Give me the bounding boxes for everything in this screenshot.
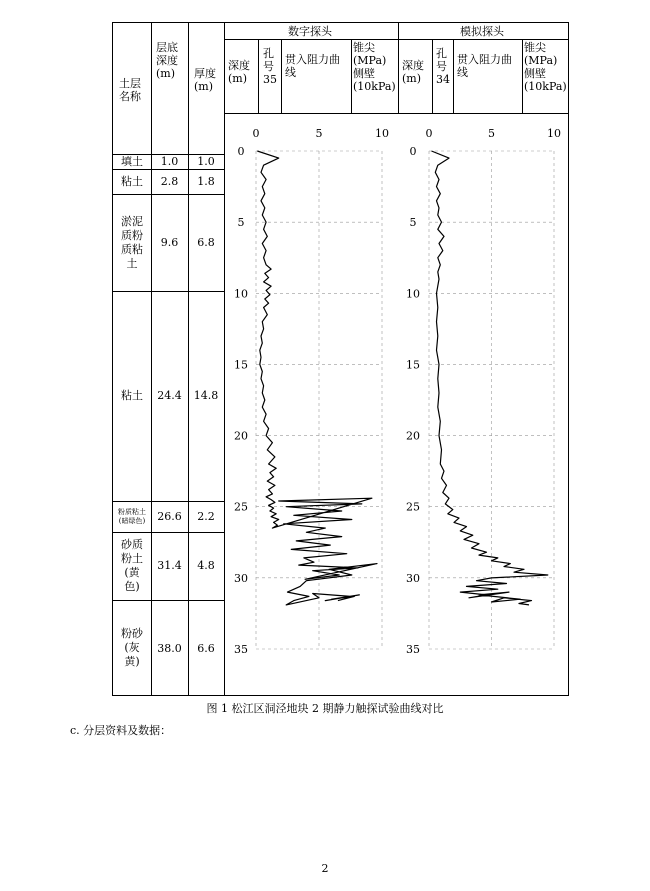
layer-bottom: 38.0 [157, 642, 182, 655]
layer-name: 粉砂 (灰 黄) [121, 627, 143, 668]
y-tick-label: 30 [406, 571, 420, 585]
bottom-depth-header: 层底 深度 (m) [156, 41, 178, 80]
resistance-curve-header: 贯入阻力曲 线 [285, 53, 340, 79]
layer-bottom: 9.6 [160, 236, 179, 249]
y-tick-label: 0 [237, 145, 245, 158]
cpt-curves-plot [113, 23, 570, 697]
cone-side-header: 锥尖 (MPa) 侧壁 (10kPa) [524, 41, 567, 93]
y-tick-label: 20 [406, 429, 420, 443]
resistance-curve [257, 151, 377, 605]
y-tick-label: 25 [406, 500, 420, 514]
x-tick-label: 0 [252, 127, 260, 140]
x-tick-label: 0 [425, 127, 433, 140]
y-tick-label: 30 [234, 571, 248, 585]
layer-thickness: 6.8 [197, 236, 215, 249]
layer-thickness: 1.8 [197, 175, 215, 188]
resistance-curve-header: 贯入阻力曲 线 [457, 53, 512, 79]
section-heading: c. 分层资料及数据： [70, 724, 172, 737]
page-number: 2 [321, 862, 329, 875]
layer-thickness: 1.0 [197, 155, 215, 168]
x-tick-label: 5 [488, 127, 495, 140]
y-tick-label: 20 [234, 429, 248, 443]
layer-thickness: 2.2 [197, 510, 215, 523]
x-tick-label: 10 [375, 127, 389, 140]
layer-name: 砂质 粉土 (黄 色) [121, 538, 143, 593]
y-tick-label: 10 [234, 287, 248, 301]
figure-caption: 图 1 松江区洞泾地块 2 期静力触探试验曲线对比 [206, 702, 444, 715]
layer-name: 粉质粘土 (暗绿色) [118, 508, 146, 525]
layer-name-header: 土层 名称 [119, 77, 141, 103]
y-tick-label: 35 [406, 643, 420, 656]
layer-name: 淤泥 质粉 质粘 土 [121, 215, 143, 270]
layer-bottom: 1.0 [160, 155, 179, 168]
layer-name: 粘土 [121, 389, 143, 402]
x-tick-label: 10 [547, 127, 561, 140]
x-tick-label: 5 [315, 127, 323, 140]
hole-number-header: 孔 号 35 [263, 47, 277, 86]
thickness-header: 厚度 (m) [194, 67, 216, 93]
cone-side-header: 锥尖 (MPa) 侧壁 (10kPa) [353, 41, 396, 93]
y-tick-label: 15 [406, 358, 420, 372]
layer-bottom: 2.8 [160, 175, 179, 188]
layer-thickness: 4.8 [197, 559, 215, 572]
y-tick-label: 5 [237, 216, 245, 230]
y-tick-label: 15 [234, 358, 248, 372]
depth-header: 深度 (m) [228, 59, 250, 85]
figure-frame [112, 22, 569, 696]
layer-bottom: 24.4 [157, 389, 182, 402]
layer-bottom: 31.4 [157, 559, 182, 572]
y-tick-label: 25 [234, 500, 248, 514]
digital-probe-header: 数字探头 [288, 25, 332, 38]
depth-header: 深度 (m) [402, 59, 424, 85]
analog-probe-header: 模拟探头 [460, 25, 504, 38]
y-tick-label: 5 [409, 216, 417, 230]
hole-number-header: 孔 号 34 [436, 47, 450, 86]
resistance-curve [432, 151, 548, 605]
layer-thickness: 14.8 [193, 389, 219, 402]
layer-name: 填土 [121, 155, 143, 168]
y-tick-label: 35 [234, 643, 248, 656]
y-tick-label: 0 [409, 145, 417, 158]
layer-thickness: 6.6 [197, 642, 215, 655]
layer-name: 粘土 [121, 175, 143, 188]
y-tick-label: 10 [406, 287, 420, 301]
layer-bottom: 26.6 [157, 510, 182, 523]
